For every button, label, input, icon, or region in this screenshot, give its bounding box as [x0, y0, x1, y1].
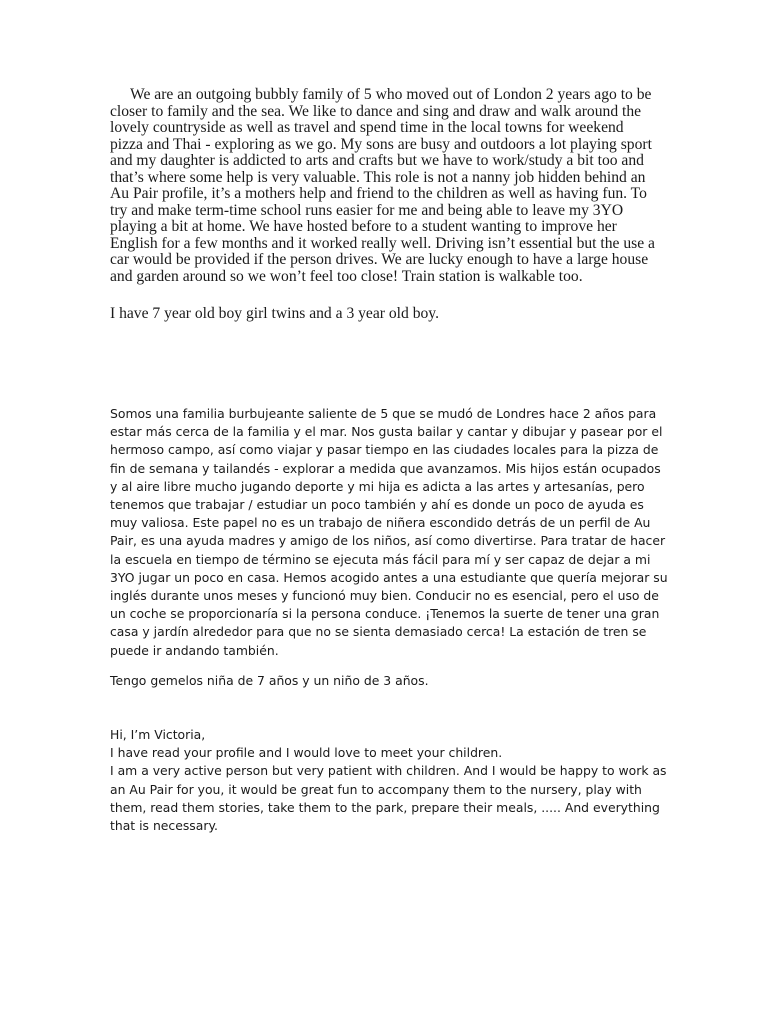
reply-greeting: Hi, I’m Victoria,	[110, 727, 206, 742]
spanish-children-paragraph: Tengo gemelos niña de 7 años y un niño de 3 años.	[110, 673, 429, 688]
reply-message	[110, 726, 670, 835]
spanish-intro-paragraph: Somos una familia burbujeante saliente de 5 que se mudó de Londres hace 2 años para estar más cerca de la familia y el mar. Nos gusta bailar y cantar y dibujar y pasear por el hermoso campo, así como viajar y pasar tiempo en las ciudades locales para la pizza de fin de semana y tailandés - explorar a medida que avanzamos. Mis hijos están ocupados y al aire libre mucho jugando deporte y mi hija es adicta a las artes y artesanías, pero tenemos que trabajar / estudiar un poco también y ahí es donde un poco de ayuda es muy valiosa. Este papel no es un trabajo de niñera escondido detrás de un perfil de Au Pair, es una ayuda madres y amigo de los niños, así como divertirse. Para tratar de hacer la escuela en tiempo de término se ejecuta más fácil para mí y ser capaz de dejar a mi 3YO jugar un poco en casa. Hemos acogido antes a una estudiante que quería mejorar su inglés durante unos meses y funcionó muy bien. Conducir no es esencial, pero el uso de un coche se proporcionaría si la persona conduce. ¡Tenemos la suerte de tener una gran casa y jardín alrededor para que no se sienta demasiado cerca! La estación de tren se puede ir andando también.	[110, 406, 668, 658]
english-children-paragraph: I have 7 year old boy girl twins and a 3 year old boy.	[110, 305, 439, 322]
reply-line-1: I have read your profile and I would love to meet your children.	[110, 745, 503, 761]
reply-line-2: I am a very active person but very patient with children. And I would be happy to work as an Au Pair for you, it would be great fun to accompany them to the nursery, play with them, read them stories, take them to the park, prepare their meals, ..... And everything that is necessary.	[110, 763, 667, 834]
english-intro-paragraph: We are an outgoing bubbly family of 5 who moved out of London 2 years ago to be closer to family and the sea. We like to dance and sing and draw and walk around the lovely countryside as well as travel and spend time in the local towns for weekend pizza and Thai - exploring as we go. My sons are busy and outdoors a lot playing sport and my daughter is addicted to arts and crafts but we have to work/study a bit too and that’s where some help is very valuable. This role is not a nanny job hidden behind an Au Pair profile, it’s a mothers help and friend to the children as well as having fun. To try and make term-time school runs easier for me and being able to leave my 3YO playing a bit at home. We have hosted before to a student wanting to improve her English for a few months and it worked really well. Driving isn’t essential but the use a car would be provided if the person drives. We are lucky enough to have a large house and garden around so we won’t feel too close! Train station is walkable too.	[110, 86, 655, 285]
